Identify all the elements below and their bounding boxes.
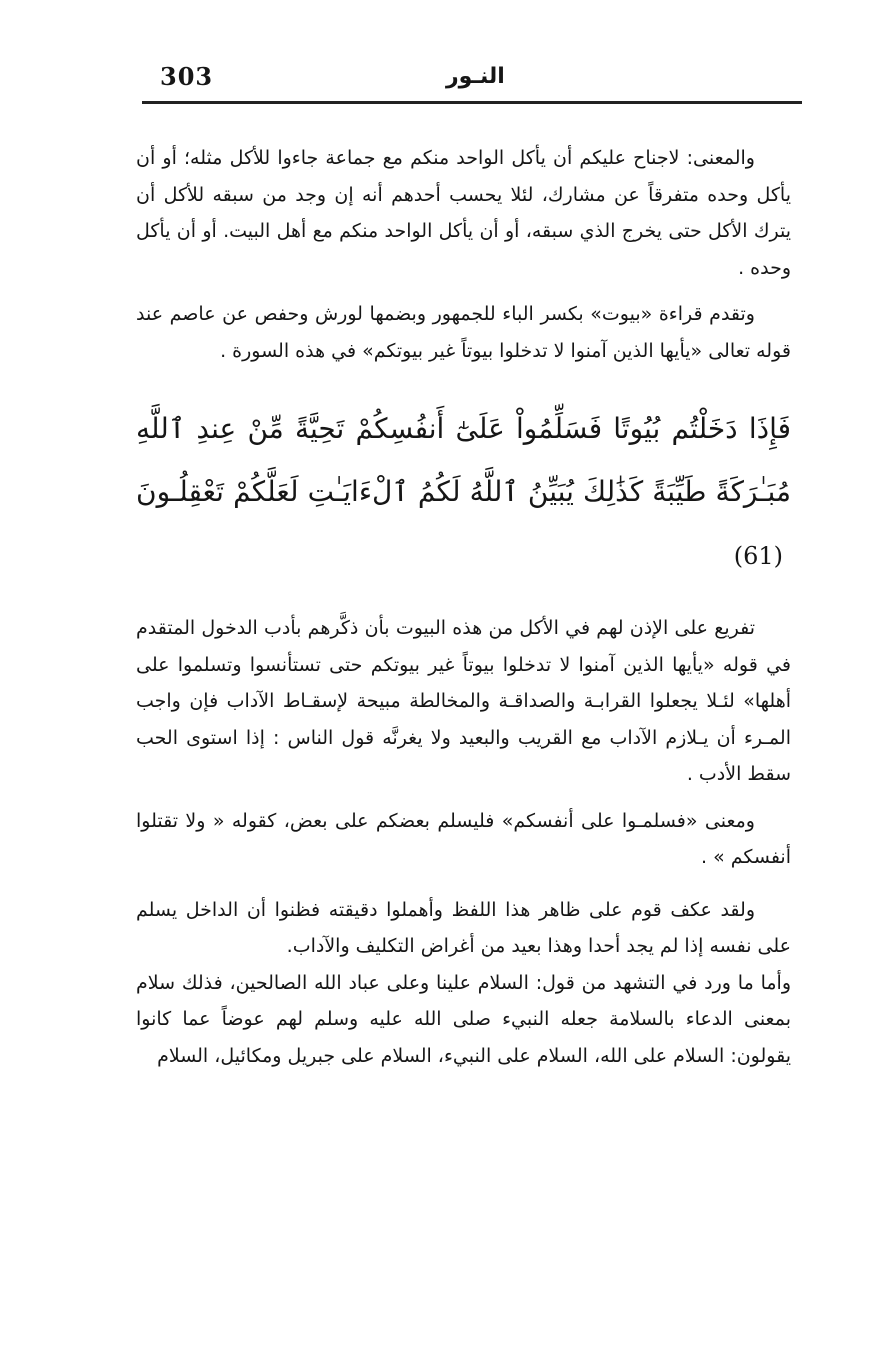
paragraph-literalists: ولقد عكف قوم على ظاهر هذا اللفظ وأهملوا دقيقته فظنوا أن الداخل يسلم على نفسه إذا لم يجد أحدا وهذا بعيد من أغراض التكليف والآداب. [136, 898, 791, 957]
paragraph-greeting-meaning: ومعنى «فسلمـوا على أنفسكم» فليسلم بعضكم على بعض، كقوله « ولا تقتلوا أنفسكم » . [136, 809, 791, 868]
paragraph-meaning: والمعنى: لاجناح عليكم أن يأكل الواحد منكم مع جماعة جاءوا للأكل مثله؛ أو أن يأكل وحده متفرقاً عن مشارك، لئلا يحسب أحدهم أنه إن وجد من سبقه للأكل أن يترك الأكل حتى يخرج الذي سبقه، أو أن يأكل الواحد منكم مع أهل البيت. أو أن يأكل وحده . [136, 147, 791, 279]
verse-number: (61) [733, 542, 783, 570]
header-rule [142, 101, 802, 104]
paragraph-tashahhud: وأما ما ورد في التشهد من قول: السلام علينا وعلى عباد الله الصالحين، فذلك سلام بمعنى الدعاء بالسلامة جعله النبيء صلى الله عليه وسلم لهم عوضاً عما كانوا يقولون: السلام على الله، السلام على النبيء، السلام على جبريل ومكائيل، السلام [136, 971, 791, 1067]
paragraph-reading: وتقدم قراءة «بيوت» بكسر الباء للجمهور وبضمها لورش وحفص عن عاصم عند قوله تعالى «يأيها الذين آمنوا لا تدخلوا بيوتاً غير بيوتكم» في هذه السورة . [136, 303, 791, 362]
page-body [136, 140, 791, 1084]
verse-text: فَإِذَا دَخَلْتُم بُيُوتًا فَسَلِّمُواْ عَلَىٰٓ أَنفُسِكُمْ تَحِيَّةً مِّنْ عِندِ ٱللَّهِ مُبَـٰرَكَةً طَيِّبَةً كَذَٰلِكَ يُبَيِّنُ ٱللَّهُ لَكُمُ ٱلْءَايَـٰتِ لَعَلَّكُمْ تَعْقِلُـونَ [136, 412, 791, 508]
quran-verse [136, 397, 791, 588]
page-number: 303 [160, 62, 214, 91]
running-title: النـور [446, 64, 505, 89]
paragraph-commentary: تفريع على الإذن لهم في الأكل من هذه البيوت بأن ذكَّرهم بأدب الدخول المتقدم في قوله «يأيها الذين آمنوا لا تدخلوا بيوتاً غير بيوتكم حتى تستأنسوا وتسلموا على أهلها» لئـلا يجعلوا القرابـة والصداقـة والمخالطة مبيحة لإسقـاط الآداب فإن واجب المـرء أن يـلازم الآداب مع القريب والبعيد ولا يغرنَّه قول الناس : إذا استوى الحب سقط الأدب . [136, 617, 791, 785]
page-header [146, 62, 802, 102]
